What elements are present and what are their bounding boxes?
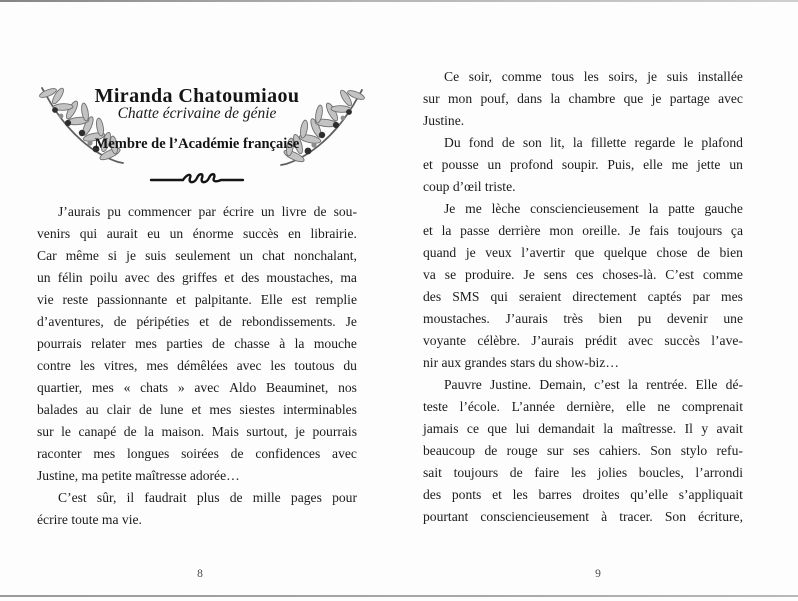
author-subtitle: Chatte écrivaine de génie xyxy=(117,105,277,122)
text-line: moustaches. J’aurais très bien pu devenir une xyxy=(423,311,743,326)
text-line: jamais ce que lui demandait la maîtresse. Il y avait xyxy=(423,421,743,436)
text-line: des ponts et les barres droites qu’elle s’appliquait xyxy=(423,487,743,502)
text-line: Justine. xyxy=(423,113,465,128)
text-line: Justine, ma petite maîtresse adorée… xyxy=(37,468,240,483)
text-line: Du fond de son lit, la fillette regarde le plafond xyxy=(444,135,743,150)
text-line: et la passe derrière mon oreille. Je fais toujours ça xyxy=(423,223,743,238)
left-page[interactable] xyxy=(37,0,357,595)
text-line: et pousse un profond soupir. Puis, elle me jette un xyxy=(423,157,743,172)
knot-divider-icon xyxy=(149,170,245,188)
text-line: coup d’œil triste. xyxy=(423,179,516,194)
right-page-text xyxy=(423,66,743,528)
page-number-right: 9 xyxy=(595,568,601,580)
right-page[interactable] xyxy=(423,0,743,595)
text-line: sur mon pouf, dans la chambre que je partage avec xyxy=(423,91,743,106)
text-line: voyante célèbre. J’aurais prédit avec succès l’ave- xyxy=(423,333,743,348)
text-line: des SMS qui seraient directement captés par mes xyxy=(423,289,743,304)
page-number-left: 8 xyxy=(197,568,203,580)
text-line: va se produire. Je sens ces choses-là. C’est comme xyxy=(423,267,743,282)
text-line: C’est sûr, il faudrait plus de mille pages pour xyxy=(58,490,357,505)
text-line: venirs qui aurait eu un énorme succès en librairie. xyxy=(37,226,357,241)
left-page-text xyxy=(37,201,357,531)
text-line: un félin poilu avec des griffes et des moustaches, ma xyxy=(37,270,357,285)
text-line: beaucoup de rouge sur ses cahiers. Son stylo refu- xyxy=(423,443,743,458)
text-line: écrire toute ma vie. xyxy=(37,512,142,527)
text-line: J’aurais pu commencer par écrire un livre de sou- xyxy=(58,204,357,219)
bottom-page-edge xyxy=(0,595,798,597)
text-line: contre les vitres, mes démêlées avec les toutous du xyxy=(37,358,357,373)
text-line: sur le canapé de la maison. Mais surtout, je pourrais xyxy=(37,424,357,439)
text-line: Car même si je suis seulement un chat nonchalant, xyxy=(37,248,357,263)
text-line: Pauvre Justine. Demain, c’est la rentrée. Elle dé- xyxy=(444,377,743,392)
text-line: teste l’école. L’année dernière, elle ne comprenait xyxy=(423,399,743,414)
text-line: nir aux grandes stars du show-biz… xyxy=(423,355,619,370)
text-line: sait toujours de faire les jolies boucles, l’arrondi xyxy=(423,465,743,480)
text-line: quand je veux l’avertir que quelque chose de bien xyxy=(423,245,743,260)
author-name: Miranda Chatoumiaou xyxy=(94,85,300,108)
text-line: vie reste passionnante et palpitante. Elle est remplie xyxy=(37,292,357,307)
text-line: Je me lèche consciencieusement la patte gauche xyxy=(444,201,743,216)
author-affiliation: Membre de l’Académie française xyxy=(94,136,300,152)
text-line: pourrais relater mes parties de chasse à la mouche xyxy=(37,336,357,351)
text-line: Ce soir, comme tous les soirs, je suis installée xyxy=(444,69,743,84)
text-line: quartier, mes « chats » avec Aldo Beauminet, nos xyxy=(37,380,357,395)
text-line: balades au clair de lune et mes siestes interminables xyxy=(37,402,357,417)
text-line: raconter mes longues soirées de confidences avec xyxy=(37,446,357,461)
text-line: pourtant consciencieusement à tracer. Son écriture, xyxy=(423,509,743,524)
text-line: d’aventures, de péripéties et de rebondissements. Je xyxy=(37,314,357,329)
